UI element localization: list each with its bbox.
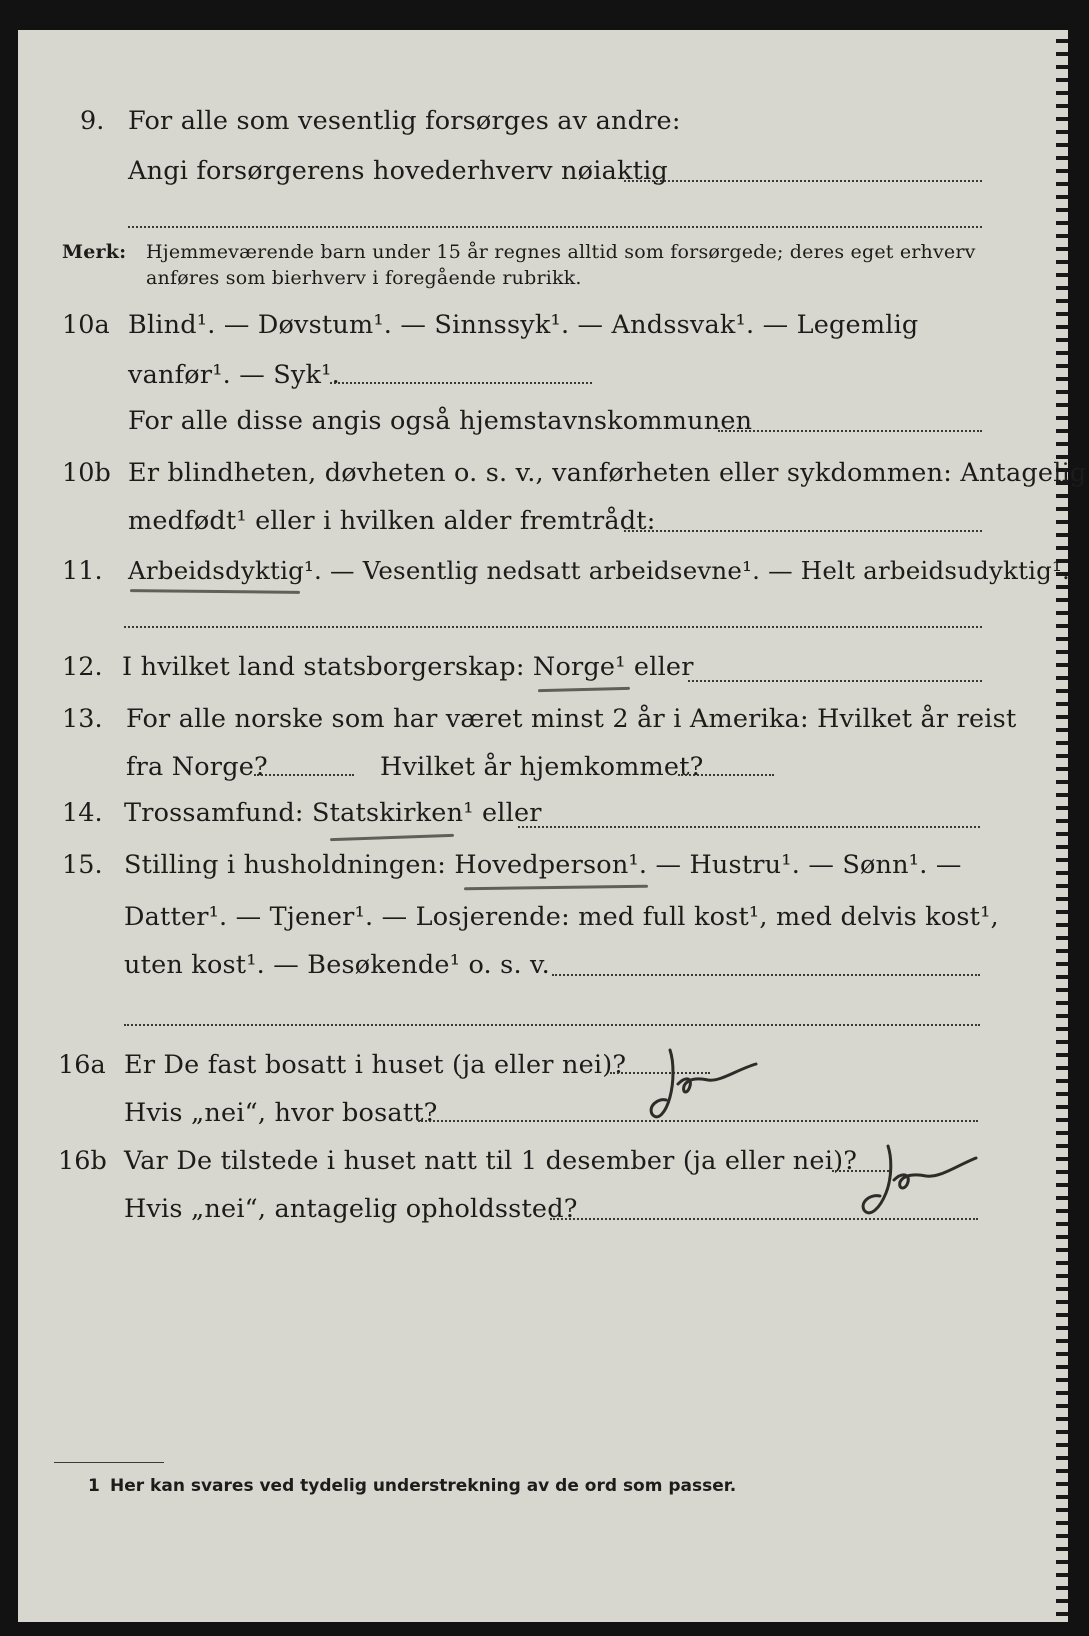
q15-answer-line	[552, 974, 980, 976]
question-number-16b: 16b	[58, 1146, 107, 1176]
q14-line-1: Trossamfund: Statskirken¹ eller	[124, 798, 542, 828]
q10b-line-1: Er blindheten, døvheten o. s. v., vanførheten eller sykdommen: Antagelig	[128, 458, 1087, 488]
underline-statskirken	[330, 834, 454, 841]
merk-label: Merk:	[62, 241, 127, 263]
q16a-line-2: Hvis „nei“, hvor bosatt?	[124, 1098, 438, 1128]
question-number-14: 14.	[62, 798, 103, 828]
perforated-edge	[1056, 30, 1068, 1622]
question-number-13: 13.	[62, 704, 103, 734]
q10a-line-3: For alle disse angis også hjemstavnskommunen	[128, 406, 753, 436]
q10a-answer-line	[330, 382, 592, 384]
q9-line-2: Angi forsørgerens hovederhverv nøiaktig	[128, 156, 668, 186]
census-form-page	[18, 30, 1087, 1622]
question-number-10a: 10a	[62, 310, 110, 340]
q9-line-1: For alle som vesentlig forsørges av andre:	[128, 106, 681, 136]
q11-line-1: Arbeidsdyktig¹. — Vesentlig nedsatt arbeidsevne¹. — Helt arbeidsudyktig¹.	[128, 556, 1071, 585]
question-number-9: 9.	[80, 106, 105, 136]
q16b-handwritten-answer	[854, 1138, 984, 1228]
q16a-line-1: Er De fast bosatt i huset (ja eller nei)?	[124, 1050, 627, 1080]
q10a-hometown-line	[718, 430, 982, 432]
q10a-line-1: Blind¹. — Døvstum¹. — Sinnssyk¹. — Andssvak¹. — Legemlig	[128, 310, 919, 340]
q15-line-2: Datter¹. — Tjener¹. — Losjerende: med full kost¹, med delvis kost¹,	[124, 902, 999, 932]
q9-answer-line	[624, 180, 982, 182]
q16b-line-2: Hvis „nei“, antagelig opholdssted?	[124, 1194, 578, 1224]
underline-arbeidsdyktig	[130, 589, 300, 594]
q10b-answer-line	[624, 530, 982, 532]
q12-answer-line	[688, 680, 982, 682]
q14-answer-line	[518, 826, 980, 828]
q11-answer-line	[124, 626, 982, 628]
footnote-separator	[54, 1462, 164, 1463]
q16b-line-1: Var De tilstede i huset natt til 1 desember (ja eller nei)?	[124, 1146, 858, 1176]
q13-departure-year-line	[254, 774, 354, 776]
q15-line-1: Stilling i husholdningen: Hovedperson¹. — Hustru¹. — Sønn¹. —	[124, 850, 962, 880]
q12-line-1: I hvilket land statsborgerskap: Norge¹ eller	[122, 652, 694, 682]
q13-return-year-line	[678, 774, 774, 776]
question-number-12: 12.	[62, 652, 103, 682]
question-number-15: 15.	[62, 850, 103, 880]
q9-answer-line-2	[128, 226, 982, 228]
footnote-text: Her kan svares ved tydelig understrekning av de ord som passer.	[110, 1476, 737, 1496]
footnote-mark: 1	[88, 1476, 100, 1496]
underline-hovedperson	[464, 885, 648, 891]
question-number-16a: 16a	[58, 1050, 106, 1080]
question-number-10b: 10b	[62, 458, 111, 488]
question-number-11: 11.	[62, 556, 103, 586]
q15-line-3: uten kost¹. — Besøkende¹ o. s. v.	[124, 950, 550, 980]
q16a-handwritten-answer	[644, 1042, 764, 1132]
q13-line-2a: fra Norge?	[126, 752, 268, 782]
underline-norge	[538, 687, 630, 692]
merk-line-1: Hjemmeværende barn under 15 år regnes alltid som forsørgede; deres eget erhverv	[146, 241, 976, 263]
q10a-line-2: vanfør¹. — Syk¹.	[128, 360, 340, 390]
q10b-line-2: medfødt¹ eller i hvilken alder fremtrådt:	[128, 506, 656, 536]
q15-answer-line-2	[124, 1024, 980, 1026]
q13-line-1: For alle norske som har været minst 2 år i Amerika: Hvilket år reist	[126, 704, 1017, 734]
merk-line-2: anføres som bierhverv i foregående rubrikk.	[146, 267, 582, 289]
q13-line-2b: Hvilket år hjemkommet?	[380, 752, 704, 782]
